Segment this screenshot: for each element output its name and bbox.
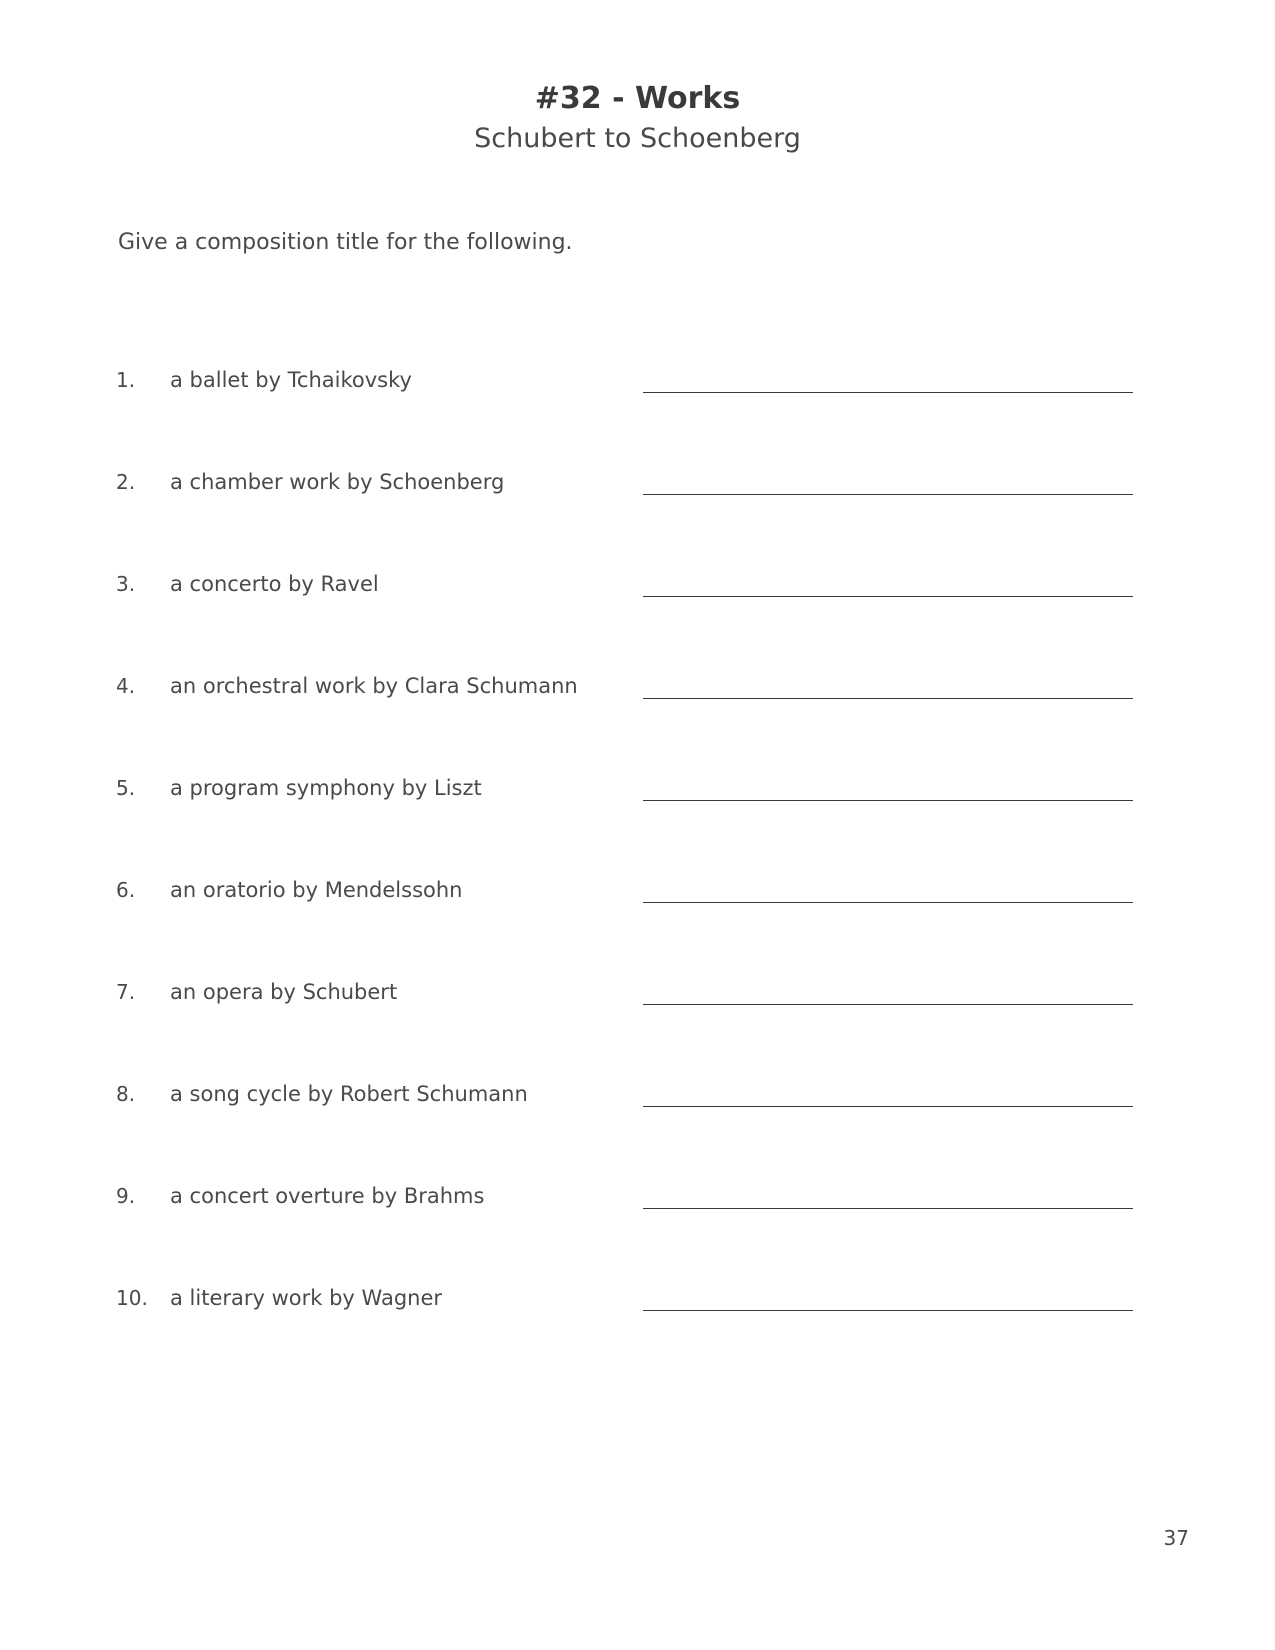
question-text: a program symphony by Liszt: [170, 776, 482, 800]
question-text: an orchestral work by Clara Schumann: [170, 674, 578, 698]
answer-blank[interactable]: [643, 902, 1133, 903]
question-text: a chamber work by Schoenberg: [170, 470, 505, 494]
answer-blank[interactable]: [643, 596, 1133, 597]
question-list: [116, 360, 1146, 1380]
question-text: an oratorio by Mendelssohn: [170, 878, 463, 902]
question-item: [116, 1176, 1146, 1278]
answer-blank[interactable]: [643, 1106, 1133, 1107]
question-text: a concerto by Ravel: [170, 572, 379, 596]
question-text: a ballet by Tchaikovsky: [170, 368, 412, 392]
answer-blank[interactable]: [643, 698, 1133, 699]
question-number: 5.: [116, 776, 136, 800]
answer-blank[interactable]: [643, 392, 1133, 393]
question-text: a song cycle by Robert Schumann: [170, 1082, 528, 1106]
question-number: 7.: [116, 980, 136, 1004]
question-item: [116, 666, 1146, 768]
question-item: [116, 360, 1146, 462]
question-number: 1.: [116, 368, 136, 392]
question-number: 2.: [116, 470, 136, 494]
question-item: [116, 564, 1146, 666]
question-item: [116, 1278, 1146, 1380]
question-number: 3.: [116, 572, 136, 596]
question-text: a literary work by Wagner: [170, 1286, 443, 1310]
question-item: [116, 870, 1146, 972]
page-subtitle: Schubert to Schoenberg: [474, 123, 801, 154]
answer-blank[interactable]: [643, 1208, 1133, 1209]
answer-blank[interactable]: [643, 1004, 1133, 1005]
question-item: [116, 768, 1146, 870]
answer-blank[interactable]: [643, 1310, 1133, 1311]
page-number: 37: [1163, 1526, 1189, 1550]
instructions-text: Give a composition title for the following.: [118, 230, 573, 255]
question-item: [116, 462, 1146, 564]
question-number: 9.: [116, 1184, 136, 1208]
answer-blank[interactable]: [643, 800, 1133, 801]
question-number: 4.: [116, 674, 136, 698]
question-item: [116, 1074, 1146, 1176]
question-number: 8.: [116, 1082, 136, 1106]
question-number: 6.: [116, 878, 136, 902]
page-title: #32 - Works: [534, 81, 741, 116]
question-item: [116, 972, 1146, 1074]
answer-blank[interactable]: [643, 494, 1133, 495]
question-text: a concert overture by Brahms: [170, 1184, 485, 1208]
question-text: an opera by Schubert: [170, 980, 398, 1004]
page-header: [0, 78, 1275, 158]
question-number: 10.: [116, 1286, 148, 1310]
